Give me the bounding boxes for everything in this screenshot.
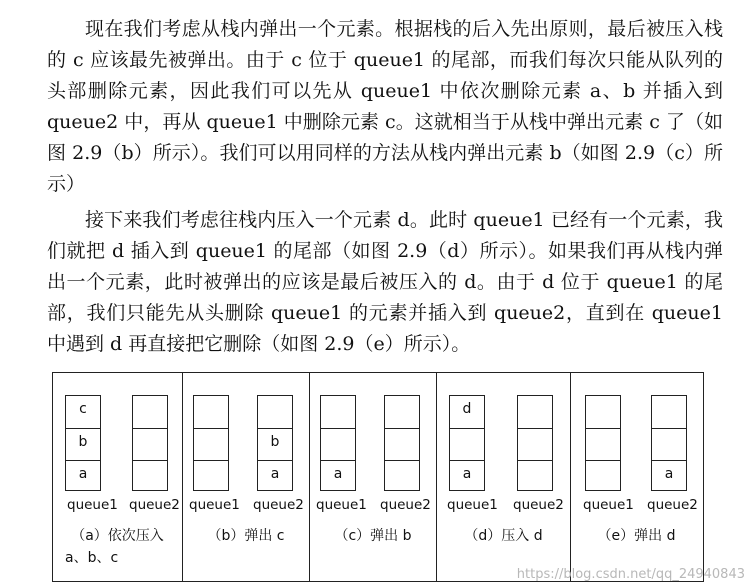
paragraph-1: 现在我们考虑从栈内弹出一个元素。根据栈的后入先出原则，最后被压入栈的 c 应该最先被弹出。由于 c 位于 queue1 的尾部，而我们每次只能从队列的头部删除元素，因此我们可以先从 queue1 中依次删除元素 a、b 并插入到 queue2 中，再从 queue1 中删除元素 c。这就相当于从栈中弹出元素 c 了（如图 2.9（b）所示）。我们可以用同样的方法从栈内弹出元素 b（如图 2.9（c）所示）	[47, 18, 723, 195]
panel-b	[183, 373, 310, 581]
queue-cell	[586, 460, 620, 492]
panel-d	[437, 373, 571, 581]
queue1-label: queue1	[67, 497, 118, 513]
queue-cell	[133, 460, 167, 492]
queue-cell: c	[79, 401, 87, 417]
queue2-box	[132, 395, 168, 491]
queue1-box	[585, 395, 621, 491]
panel-a	[53, 373, 183, 581]
queue2-label: queue2	[647, 497, 698, 513]
queue-cell	[385, 396, 419, 428]
queue-cell	[450, 428, 484, 460]
queue1-box	[65, 395, 101, 491]
queue-cell: b	[66, 428, 100, 460]
queue-cell	[194, 396, 228, 428]
queue-cell	[518, 460, 552, 492]
watermark: https://blog.csdn.net/qq_24940843	[516, 567, 745, 582]
figure-2-9	[52, 372, 704, 582]
queue2-box	[517, 395, 553, 491]
queue-cell: a	[450, 460, 484, 492]
panel-caption: （a）依次压入	[71, 528, 164, 544]
panel-caption: （c）弹出 b	[334, 528, 412, 544]
queue-cell	[385, 460, 419, 492]
queue-cell	[586, 428, 620, 460]
queue2-label: queue2	[380, 497, 431, 513]
queue-cell: d	[462, 401, 472, 417]
queue-cell: a	[652, 460, 686, 492]
panel-caption: （d）压入 d	[464, 528, 543, 544]
panel-caption-line2: a、b、c	[65, 550, 119, 566]
panel-c	[310, 373, 437, 581]
queue1-label: queue1	[316, 497, 367, 513]
queue1-label: queue1	[583, 497, 634, 513]
queue1-label: queue1	[447, 497, 498, 513]
panel-caption: （b）弹出 c	[207, 528, 285, 544]
queue1-box	[320, 395, 356, 491]
queue-cell	[194, 428, 228, 460]
queue-cell	[652, 428, 686, 460]
queue-cell	[194, 460, 228, 492]
queue-cell: a	[66, 460, 100, 492]
queue2-label: queue2	[513, 497, 564, 513]
queue1-box	[193, 395, 229, 491]
queue2-box	[651, 395, 687, 491]
paragraph-2: 接下来我们考虑往栈内压入一个元素 d。此时 queue1 已经有一个元素，我们就把 d 插入到 queue1 的尾部（如图 2.9（d）所示）。如果我们再从栈内弹出一个元素，此时被弹出的应该是最后被压入的 d。由于 d 位于 queue1 的尾部，我们只能先从头删除 queue1 的元素并插入到 queue2，直到在 queue1 中遇到 d 再直接把它删除（如图 2.9（e）所示）。	[47, 209, 723, 355]
panel-e	[571, 373, 702, 581]
queue-cell	[385, 428, 419, 460]
panel-caption: （e）弹出 d	[597, 528, 676, 544]
queue2-label: queue2	[129, 497, 180, 513]
queue-cell	[321, 428, 355, 460]
queue-cell: a	[321, 460, 355, 492]
queue-cell	[133, 396, 167, 428]
queue-cell	[518, 428, 552, 460]
queue-cell: a	[258, 460, 292, 492]
queue-cell: b	[258, 428, 292, 460]
queue2-box	[384, 395, 420, 491]
queue-cell	[652, 396, 686, 428]
queue-cell	[258, 396, 292, 428]
queue2-box	[257, 395, 293, 491]
queue-cell	[518, 396, 552, 428]
queue-cell	[133, 428, 167, 460]
queue1-box	[449, 395, 485, 491]
queue1-label: queue1	[189, 497, 240, 513]
queue-cell	[586, 396, 620, 428]
queue-cell	[321, 396, 355, 428]
queue2-label: queue2	[253, 497, 304, 513]
